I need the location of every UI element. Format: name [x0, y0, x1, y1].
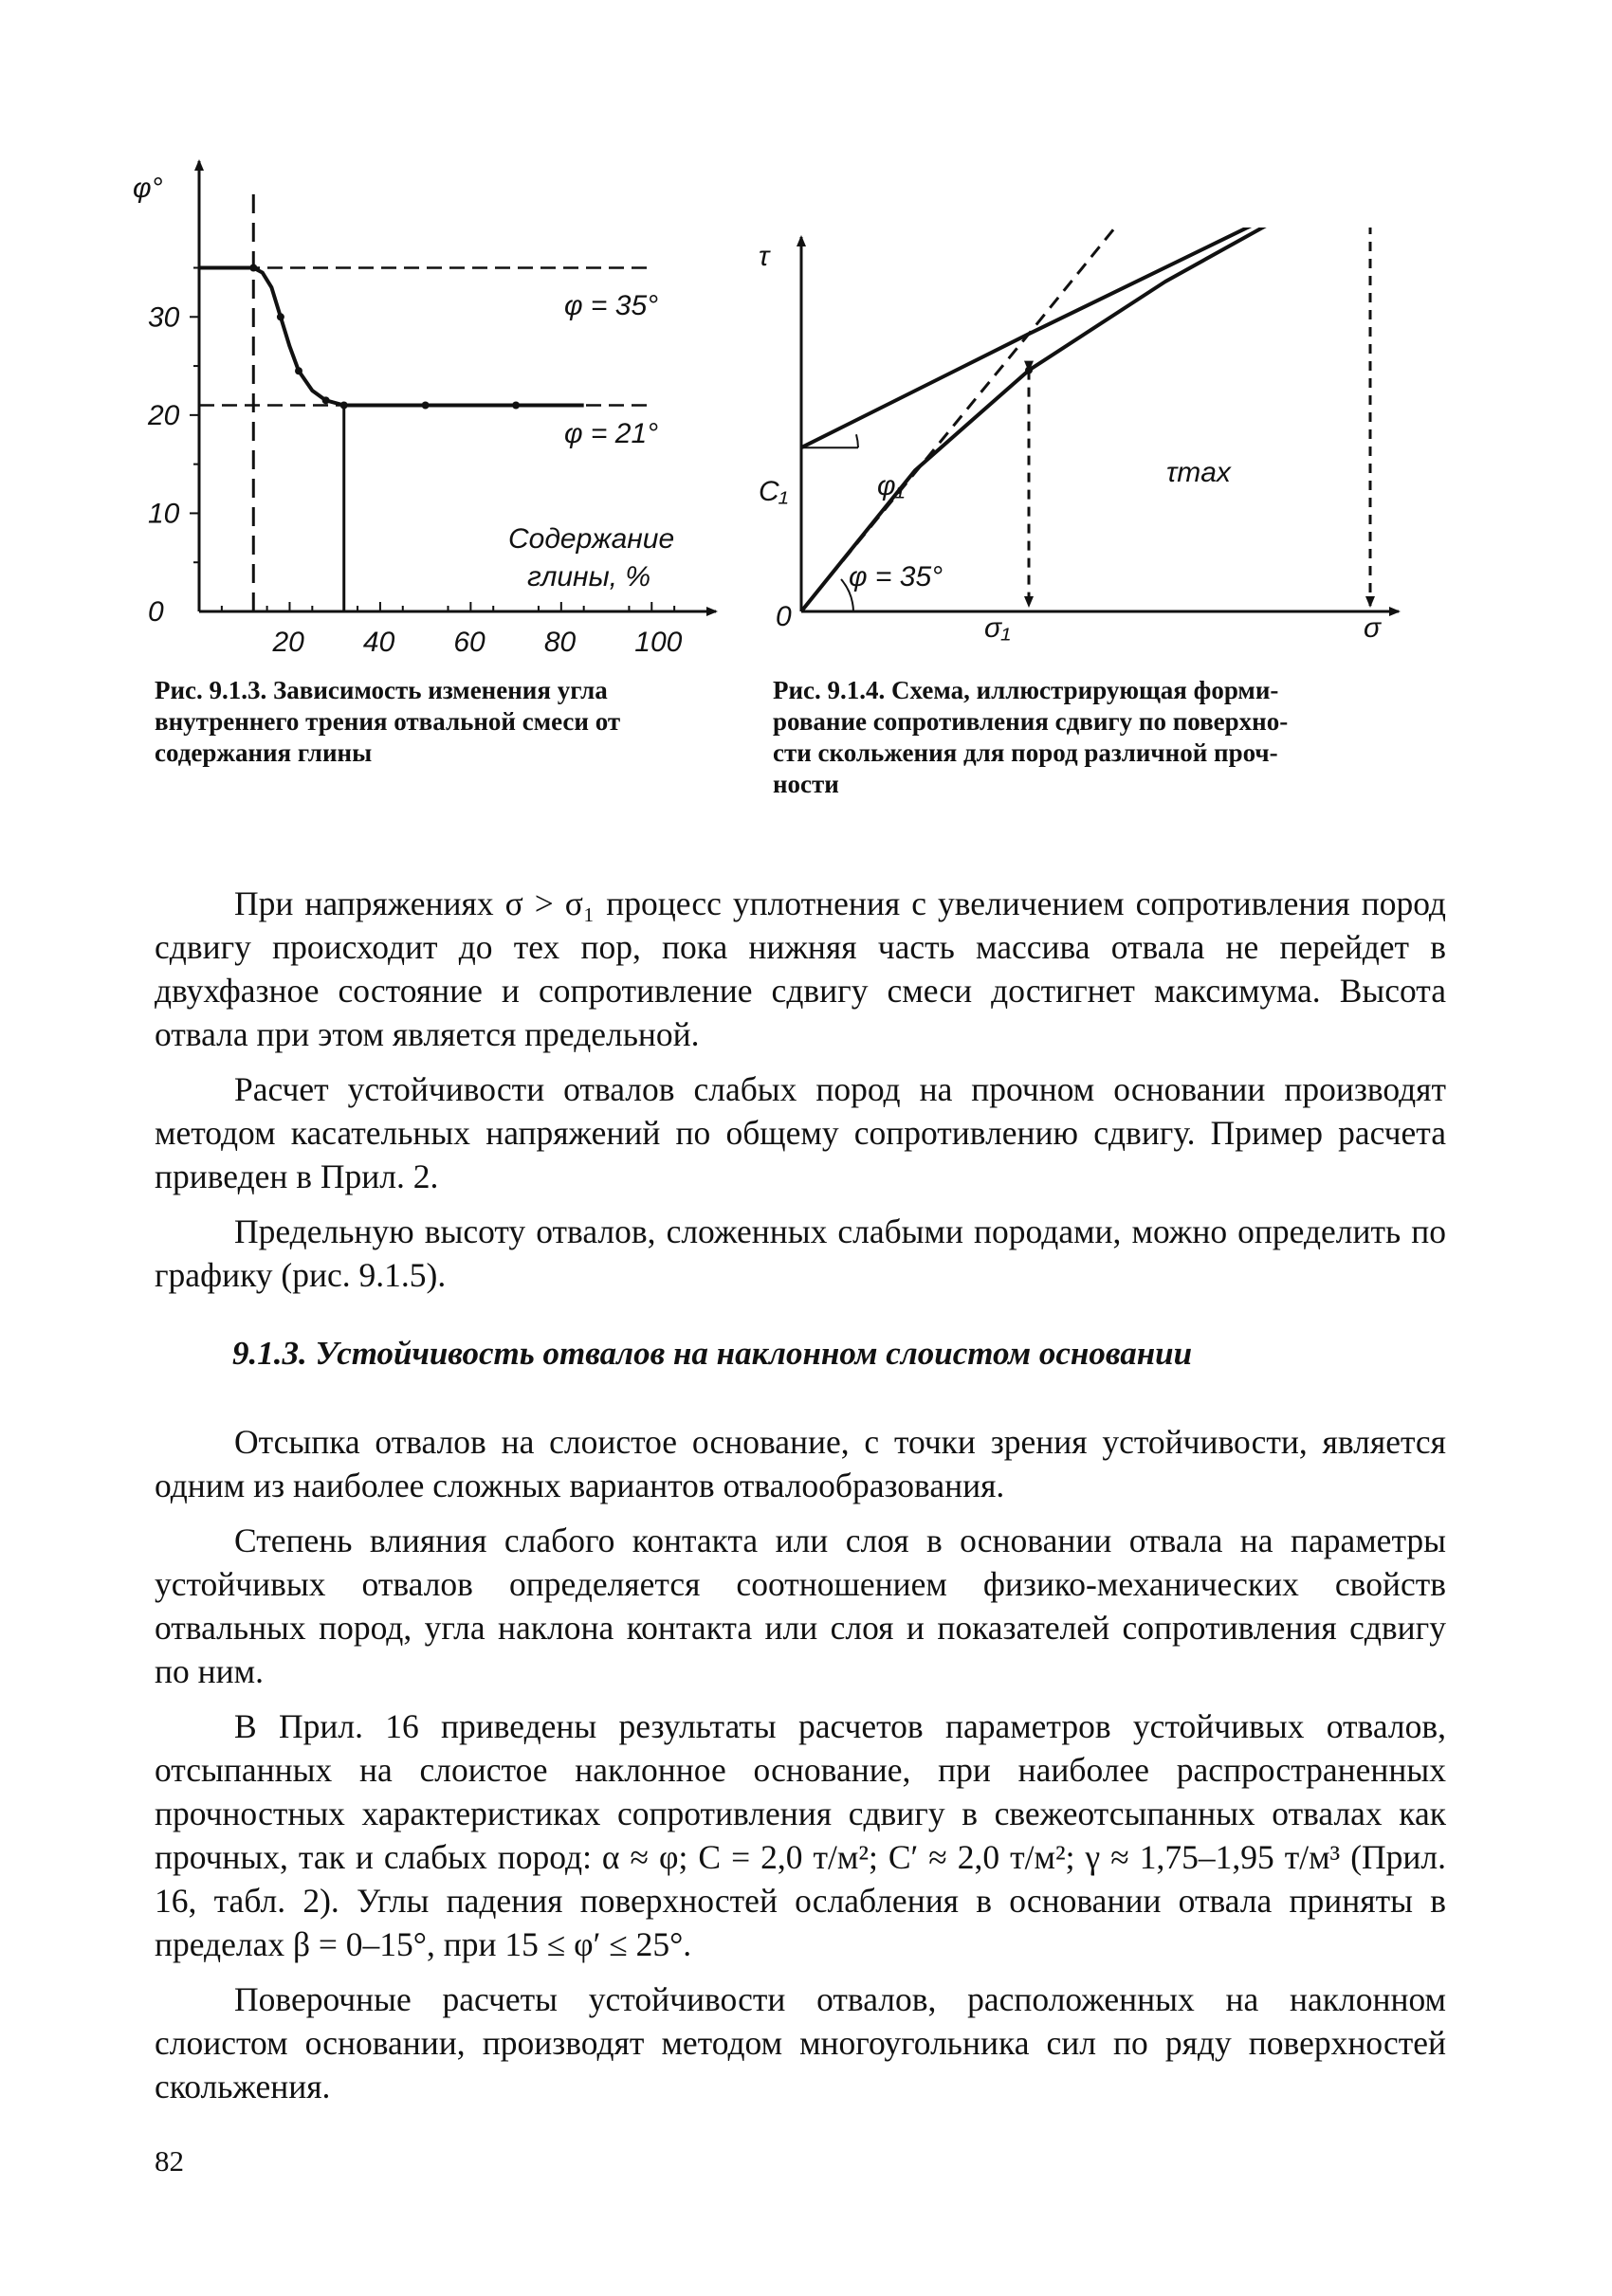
- sigma1-label: σ₁: [984, 612, 1011, 644]
- page-number: 82: [155, 2144, 184, 2178]
- data-point: [422, 402, 430, 410]
- caption-line: сти скольжения для пород различной проч-: [773, 738, 1278, 767]
- x-tick-label: 80: [543, 627, 577, 658]
- caption-line: рование сопротивления сдвигу по поверхно-: [773, 707, 1289, 736]
- x-tick-label: 100: [634, 627, 683, 658]
- phi35-label: φ = 35°: [849, 561, 943, 592]
- caption-fig-9-1-3: [155, 675, 709, 769]
- phi1-angle-arc: [856, 434, 858, 447]
- data-point: [295, 367, 302, 374]
- y-tick-label: 20: [148, 399, 180, 431]
- paragraph: В Прил. 16 приведены результаты расчетов параметров устойчивых отвалов, отсыпанных на слоистое наклонное основание, при наиболее распространенных прочностных характеристиках сопротивления сдвигу в свежеотсыпанных отвалах как прочных, так и слабых пород: α ≈ φ; C = 2,0 т/м²; C′ ≈ 2,0 т/м²; γ ≈ 1,75–1,95 т/м³ (Прил. 16, табл. 2). Углы падения поверхностей ослабления в основании отвала приняты в пределах β = 0–15°, при 15 ≤ φ′ ≤ 25°.: [155, 1707, 1446, 1963]
- data-point: [340, 402, 348, 410]
- caption-label: Рис. 9.1.4.: [773, 676, 886, 704]
- series-line-phi: [199, 268, 584, 406]
- x-tick-label: 20: [272, 627, 304, 658]
- envelope-weak-line: [801, 228, 1370, 611]
- y-tick-label: 30: [148, 301, 180, 334]
- envelope-strong-line: [801, 228, 1370, 447]
- x-tick-label: 60: [453, 627, 485, 658]
- caption-label: Рис. 9.1.3.: [155, 676, 267, 704]
- paragraph: Расчет устойчивости отвалов слабых пород на прочном основании производят методом касательных напряжений по общему сопротивлению сдвигу. Пример расчета приведен в Прил. 2.: [155, 1070, 1446, 1195]
- caption-line: Схема, иллюстрирующая форми-: [891, 676, 1279, 704]
- paragraph: Поверочные расчеты устойчивости отвалов, расположенных на наклонном слоистом основании, производят методом многоугольника сил по ряду поверхностей скольжения.: [155, 1980, 1446, 2105]
- annotation-phi-35: φ = 35°: [564, 290, 659, 321]
- y-tick-label: 10: [148, 498, 180, 530]
- origin-label: 0: [776, 601, 792, 632]
- data-point: [512, 402, 520, 410]
- body-text-1: [155, 882, 1446, 1308]
- figure-9-1-4: [759, 228, 1422, 645]
- y-axis-label: φ°: [133, 173, 163, 204]
- data-point: [322, 396, 330, 404]
- caption-line: Зависимость изменения угла: [273, 676, 608, 704]
- data-point: [249, 264, 257, 272]
- paragraph: Отсыпка отвалов на слоистое основание, с точки зрения устойчивости, является одним из наиболее сложных вариантов отвалообразования.: [155, 1423, 1446, 1504]
- paragraph: При напряжениях σ > σ₁ процесс уплотнения с увеличением сопротивления пород сдвигу происходит до тех пор, пока нижняя часть массива отвала не перейдет в двухфазное состояние и сопротивление сдвигу смеси достигнет максимума. Высота отвала при этом является предельной.: [155, 884, 1446, 1053]
- caption-line: содержания глины: [155, 738, 373, 767]
- data-point: [277, 313, 284, 320]
- phi35-dashed-line: [801, 228, 1302, 611]
- intersection-point: [1025, 367, 1033, 374]
- tau-max-label: τmax: [1166, 457, 1231, 488]
- paragraph: Предельную высоту отвалов, сложенных слабыми породами, можно определить по графику (рис. 9.1.5).: [155, 1212, 1446, 1294]
- cohesion-label: C₁: [759, 476, 789, 507]
- figure-9-1-3: [133, 152, 730, 664]
- caption-fig-9-1-4: [773, 675, 1437, 800]
- y-tick-label: 0: [148, 596, 164, 628]
- annotation-phi-21: φ = 21°: [564, 418, 659, 449]
- section-heading: 9.1.3. Устойчивость отвалов на наклонном слоистом основании: [232, 1335, 1193, 1372]
- sigma-axis-label: σ: [1364, 612, 1382, 644]
- x-axis-label-line2: глины, %: [527, 561, 650, 592]
- body-text-2: [155, 1420, 1446, 2120]
- x-tick-label: 40: [362, 627, 395, 658]
- caption-line: внутреннего трения отвальной смеси от: [155, 707, 621, 736]
- x-axis-label-line1: Содержание: [508, 523, 675, 555]
- phi1-label: φ₁: [877, 470, 906, 501]
- tau-axis-label: τ: [759, 241, 770, 272]
- caption-line: ности: [773, 770, 839, 798]
- paragraph: Степень влияния слабого контакта или слоя в основании отвала на параметры устойчивых отвалов определяется соотношением физико-механических свойств отвальных пород, угла наклона контакта или слоя и показателей сопротивления сдвигу по ним.: [155, 1522, 1446, 1690]
